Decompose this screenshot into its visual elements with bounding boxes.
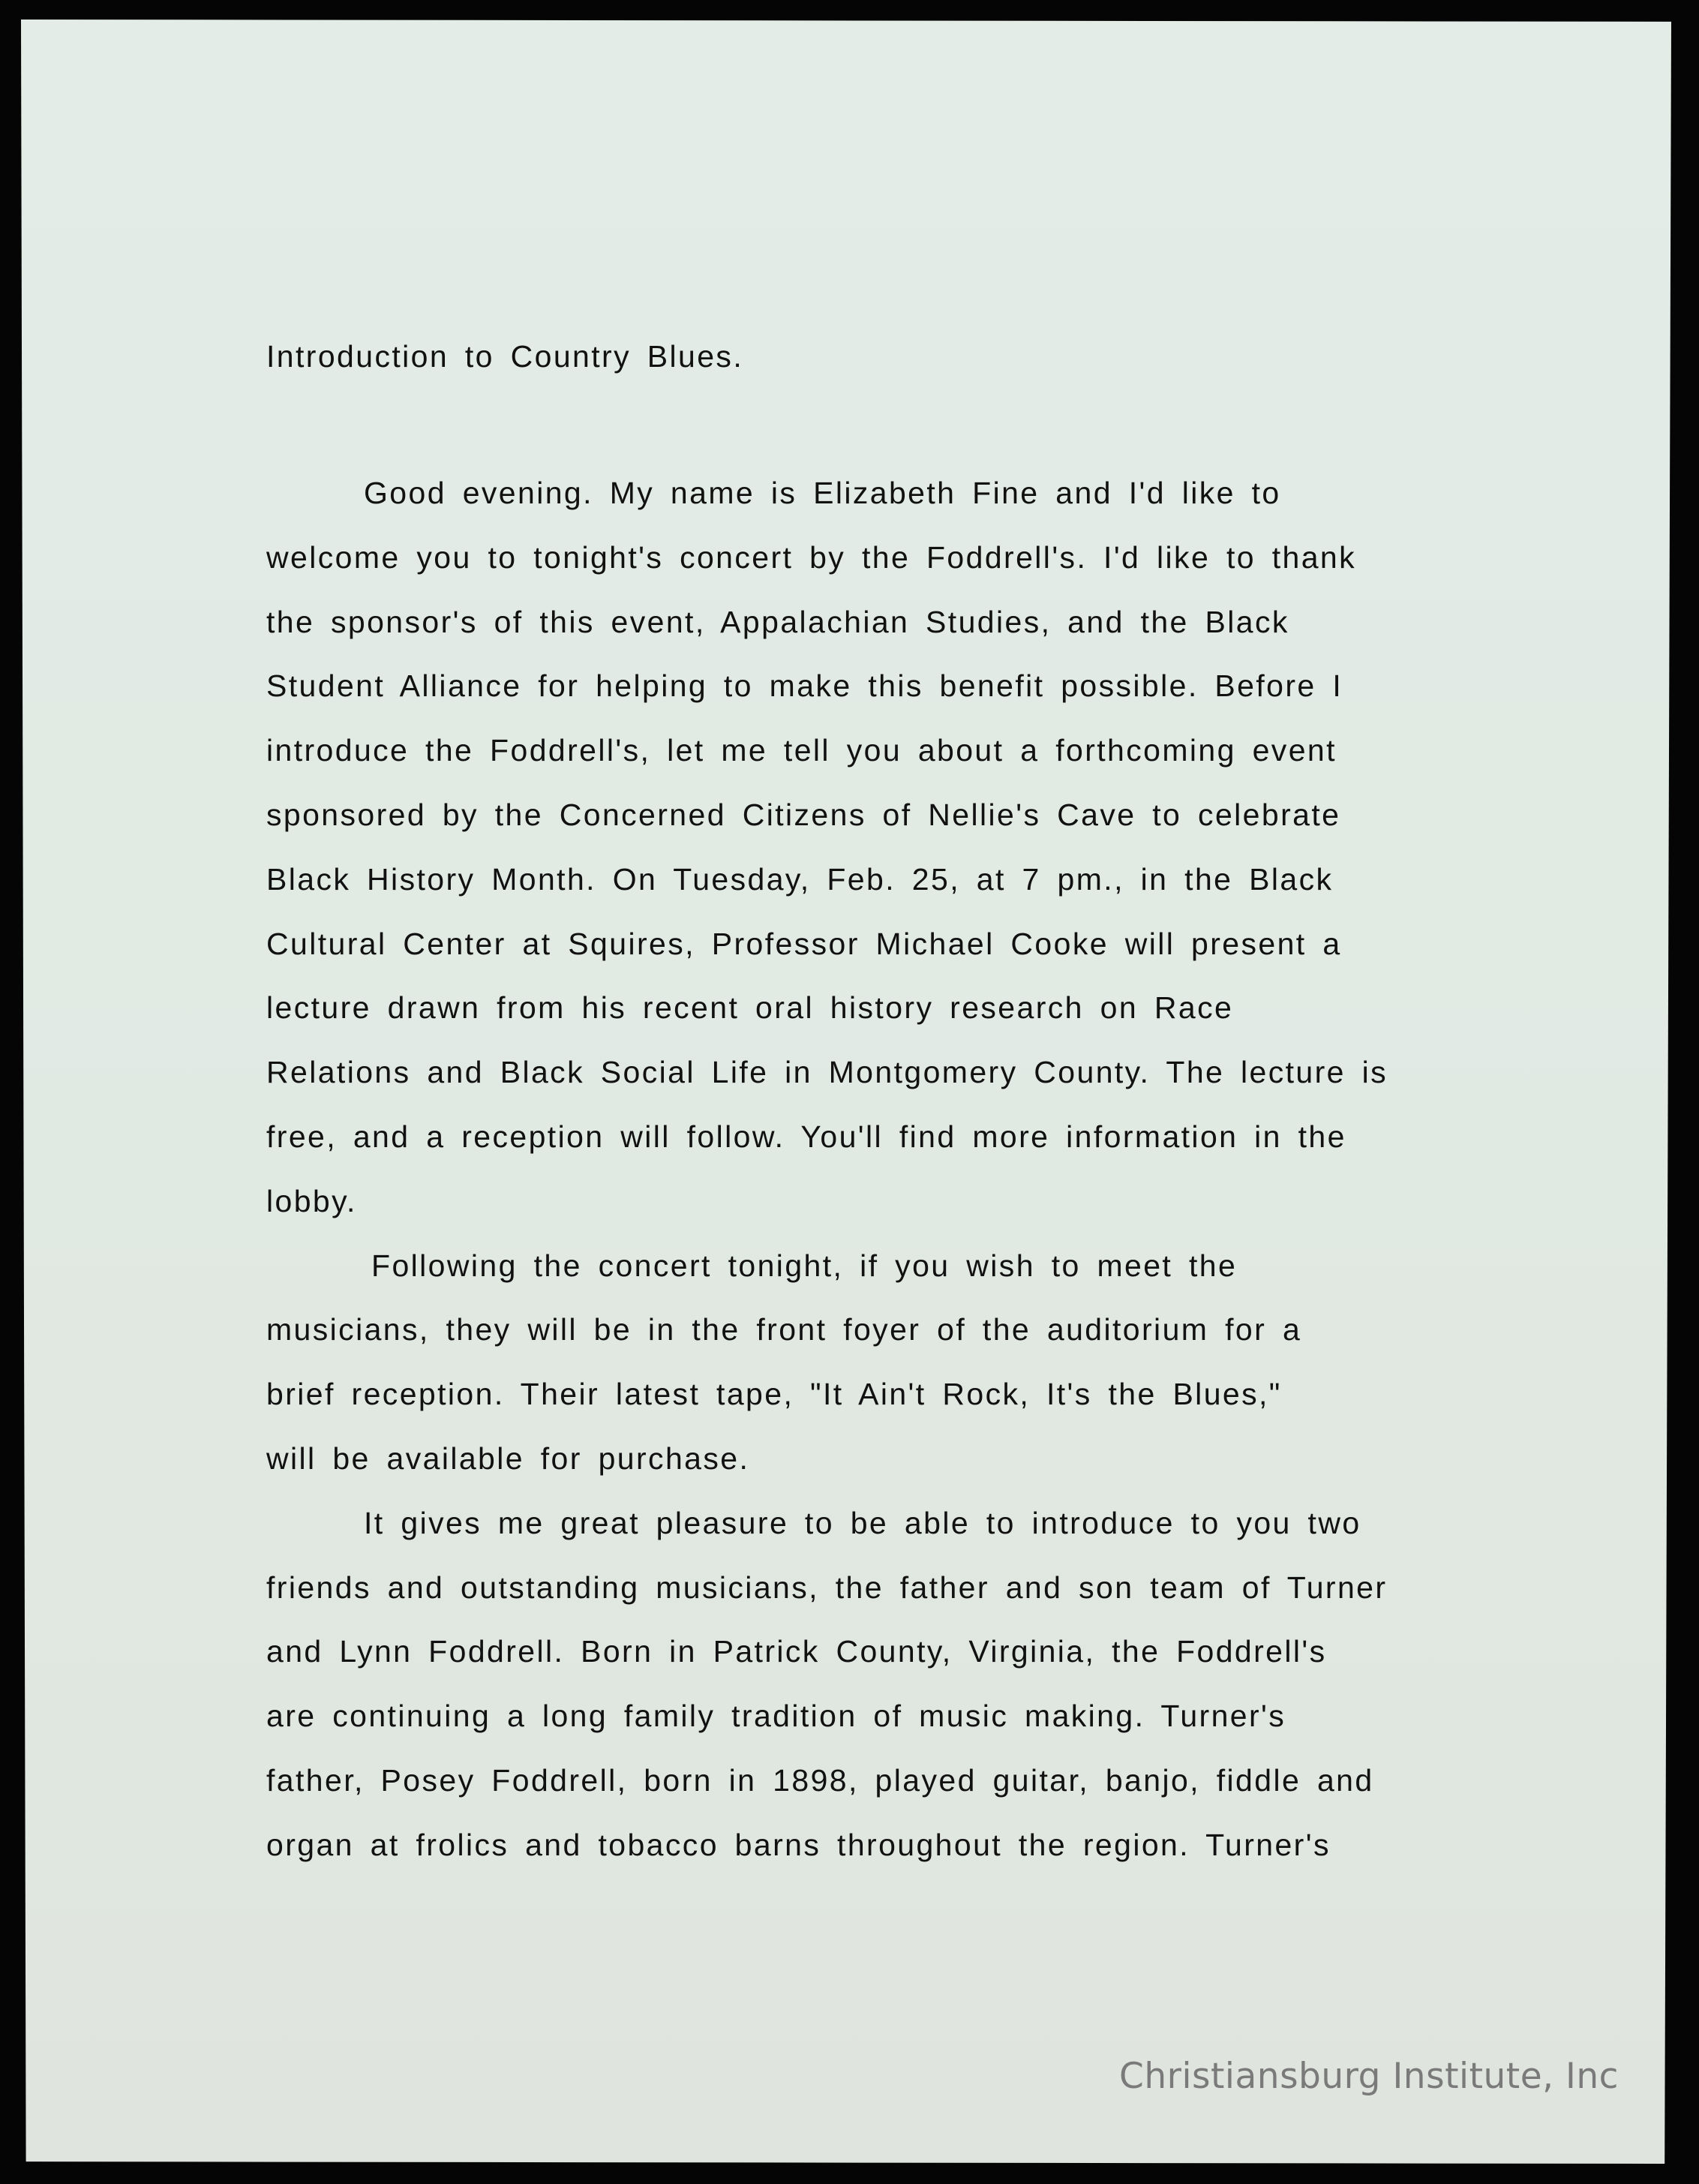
text-line: introduce the Foddrell's, let me tell you about a forthcoming event xyxy=(266,733,1337,768)
text-line: father, Posey Foddrell, born in 1898, played guitar, banjo, fiddle and xyxy=(266,1762,1374,1798)
text-line: lobby. xyxy=(266,1183,357,1218)
text-line: friends and outstanding musicians, the father and son team of Turner xyxy=(266,1570,1388,1605)
text-line: Following the concert tonight, if you wish to meet the xyxy=(371,1248,1238,1283)
title-gap xyxy=(266,383,1496,461)
text-line: are continuing a long family tradition of music making. Turner's xyxy=(266,1699,1286,1734)
text-line: Student Alliance for helping to make this benefit possible. Before I xyxy=(266,668,1343,704)
paragraph-introduction xyxy=(266,1492,1496,1878)
paragraph-reception xyxy=(266,1234,1496,1492)
text-line: free, and a reception will follow. You'll find more information in the xyxy=(266,1119,1346,1154)
text-line: musicians, they will be in the front foyer of the auditorium for a xyxy=(266,1312,1302,1347)
paragraph-welcome xyxy=(266,461,1496,1234)
text-line: Cultural Center at Squires, Professor Michael Cooke will present a xyxy=(266,926,1342,961)
document-page xyxy=(266,330,1496,1878)
text-line: Relations and Black Social Life in Montgomery County. The lecture is xyxy=(266,1055,1388,1090)
text-line: Black History Month. On Tuesday, Feb. 25, at 7 pm., in the Black xyxy=(266,861,1334,897)
document-title: Introduction to Country Blues. xyxy=(266,339,744,374)
text-line: organ at frolics and tobacco barns throughout the region. Turner's xyxy=(266,1827,1331,1862)
text-line: will be available for purchase. xyxy=(266,1440,750,1476)
text-line: It gives me great pleasure to be able to introduce to you two xyxy=(364,1505,1361,1540)
text-line: lecture drawn from his recent oral history research on Race xyxy=(266,990,1234,1026)
text-line: the sponsor's of this event, Appalachian Studies, and the Black xyxy=(266,604,1289,639)
text-line: Good evening. My name is Elizabeth Fine and I'd like to xyxy=(364,476,1281,510)
text-line: brief reception. Their latest tape, "It Ain't Rock, It's the Blues," xyxy=(266,1377,1282,1412)
text-line: and Lynn Foddrell. Born in Patrick County, Virginia, the Foddrell's xyxy=(266,1634,1327,1669)
text-line: sponsored by the Concerned Citizens of Nellie's Cave to celebrate xyxy=(266,797,1341,832)
watermark-text: Christiansburg Institute, Inc xyxy=(1119,2056,1619,2097)
text-line: welcome you to tonight's concert by the Foddrell's. I'd like to thank xyxy=(266,539,1357,575)
